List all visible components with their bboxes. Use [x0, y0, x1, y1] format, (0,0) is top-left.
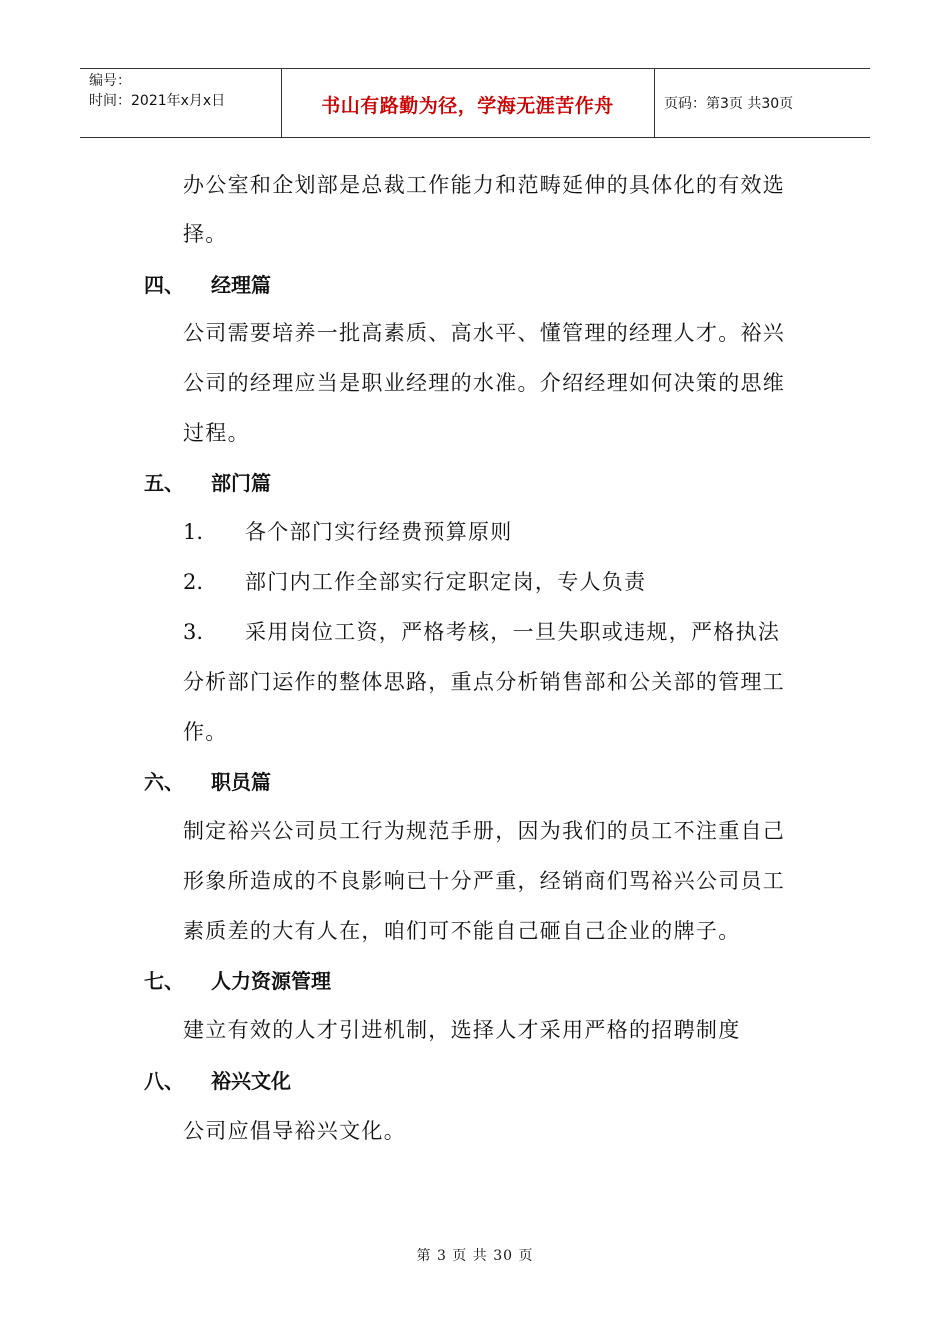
section-heading-4 [144, 270, 271, 300]
section-title: 部门篇 [211, 471, 271, 495]
list-item-number: 1. [183, 520, 204, 544]
page-footer: 第 3 页 共 30 页 [416, 1248, 534, 1264]
paragraph-line: 公司需要培养一批高素质、高水平、懂管理的经理人才。裕兴 [183, 321, 786, 345]
list-item-text: 各个部门实行经费预算原则 [245, 520, 513, 544]
section-title: 裕兴文化 [211, 1069, 291, 1093]
section-heading-7 [144, 966, 331, 996]
header-motto: 书山有路勤为径，学海无涯苦作舟 [321, 95, 614, 117]
paragraph-line: 形象所造成的不良影响已十分严重，经销商们骂裕兴公司员工 [183, 869, 786, 893]
document-date-label: 时间：2021年x月x日 [89, 93, 226, 109]
section-title: 人力资源管理 [211, 969, 331, 993]
list-item-text: 部门内工作全部实行定职定岗，专人负责 [245, 570, 647, 594]
header-meta-cell [80, 69, 282, 137]
list-item-number: 2. [183, 570, 204, 594]
list-item [183, 517, 513, 547]
section-title: 经理篇 [211, 273, 271, 297]
document-number-label: 编号： [89, 73, 131, 89]
header-page-info: 页码：第3页 共30页 [664, 96, 794, 112]
section-number: 八、 [144, 1069, 184, 1093]
paragraph-line: 素质差的大有人在，咱们可不能自己砸自己企业的牌子。 [183, 919, 741, 943]
section-number: 六、 [144, 770, 184, 794]
paragraph-line: 公司应倡导裕兴文化。 [183, 1119, 406, 1143]
paragraph-line: 制定裕兴公司员工行为规范手册，因为我们的员工不注重自己 [183, 819, 786, 843]
header-motto-cell [281, 69, 655, 137]
section-heading-8 [144, 1066, 291, 1096]
section-number: 四、 [144, 273, 184, 297]
header-page-cell [654, 69, 870, 137]
paragraph-line: 公司的经理应当是职业经理的水准。介绍经理如何决策的思维 [183, 371, 786, 395]
paragraph-line: 作。 [183, 720, 228, 744]
paragraph-line: 过程。 [183, 421, 250, 445]
section-heading-6 [144, 767, 271, 797]
paragraph-line: 办公室和企划部是总裁工作能力和范畴延伸的具体化的有效选 [183, 173, 786, 197]
list-item [183, 617, 780, 647]
section-heading-5 [144, 468, 271, 498]
list-item-number: 3. [183, 620, 204, 644]
section-title: 职员篇 [211, 770, 271, 794]
list-item [183, 567, 646, 597]
section-number: 五、 [144, 471, 184, 495]
paragraph-line: 建立有效的人才引进机制，选择人才采用严格的招聘制度 [183, 1018, 741, 1042]
list-item-text: 采用岗位工资，严格考核，一旦失职或违规，严格执法 [245, 620, 781, 644]
paragraph-line: 择。 [183, 222, 228, 246]
document-header [80, 68, 870, 138]
section-number: 七、 [144, 969, 184, 993]
paragraph-line: 分析部门运作的整体思路，重点分析销售部和公关部的管理工 [183, 670, 786, 694]
